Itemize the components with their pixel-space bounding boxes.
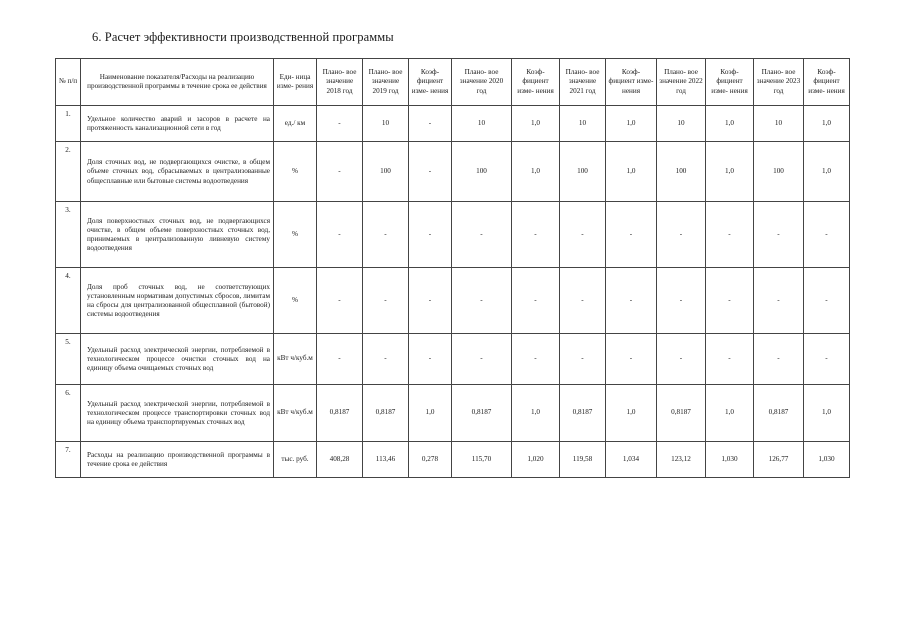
table-row bbox=[56, 334, 850, 385]
value-cell: 0,8187 bbox=[452, 385, 512, 442]
value-cell: 10 bbox=[754, 106, 804, 142]
column-header: Еди- ница изме- рения bbox=[274, 59, 317, 106]
value-cell: - bbox=[754, 334, 804, 385]
indicator-name: Удельный расход электрической энергии, потребляемой в технологическом процессе транспортировки сточных вод на единицу объема транспортируемых сточных вод bbox=[81, 385, 274, 442]
value-cell: 100 bbox=[452, 142, 512, 202]
value-cell: 10 bbox=[560, 106, 606, 142]
value-cell: 1,0 bbox=[706, 385, 754, 442]
value-cell: - bbox=[512, 334, 560, 385]
row-number: 4. bbox=[56, 268, 81, 334]
indicator-name: Расходы на реализацию производственной программы в течение срока ее действия bbox=[81, 442, 274, 478]
value-cell: - bbox=[363, 268, 409, 334]
indicator-name: Доля поверхностных сточных вод, не подвергающихся очистке, в общем объеме поверхностных сточных вод, принимаемых в централизованную ливневую систему водоотведения bbox=[81, 202, 274, 268]
value-cell: 10 bbox=[657, 106, 706, 142]
table-row bbox=[56, 202, 850, 268]
value-cell: - bbox=[409, 202, 452, 268]
value-cell: - bbox=[706, 202, 754, 268]
table-row bbox=[56, 442, 850, 478]
column-header: Плано- вое значение 2018 год bbox=[317, 59, 363, 106]
value-cell: - bbox=[409, 106, 452, 142]
efficiency-table bbox=[55, 58, 850, 478]
value-cell: 1,0 bbox=[606, 106, 657, 142]
unit-cell: % bbox=[274, 268, 317, 334]
row-number: 2. bbox=[56, 142, 81, 202]
column-header: Наименование показателя/Расходы на реализацию производственной программы в течение срока ее действия bbox=[81, 59, 274, 106]
value-cell: - bbox=[606, 334, 657, 385]
value-cell: - bbox=[804, 334, 850, 385]
value-cell: - bbox=[409, 334, 452, 385]
value-cell: - bbox=[560, 334, 606, 385]
value-cell: 1,0 bbox=[409, 385, 452, 442]
column-header: Коэф- фициент изме- нения bbox=[606, 59, 657, 106]
value-cell: - bbox=[657, 268, 706, 334]
table-body bbox=[56, 106, 850, 478]
value-cell: - bbox=[409, 142, 452, 202]
value-cell: 0,8187 bbox=[657, 385, 706, 442]
value-cell: 100 bbox=[754, 142, 804, 202]
value-cell: - bbox=[317, 268, 363, 334]
row-number: 1. bbox=[56, 106, 81, 142]
value-cell: 123,12 bbox=[657, 442, 706, 478]
column-header: Плано- вое значение 2023 год bbox=[754, 59, 804, 106]
value-cell: - bbox=[804, 202, 850, 268]
value-cell: - bbox=[363, 202, 409, 268]
value-cell: 1,030 bbox=[706, 442, 754, 478]
value-cell: 0,8187 bbox=[754, 385, 804, 442]
column-header: Коэф- фициент изме- нения bbox=[409, 59, 452, 106]
value-cell: - bbox=[452, 202, 512, 268]
value-cell: 1,0 bbox=[804, 385, 850, 442]
unit-cell: тыс. руб. bbox=[274, 442, 317, 478]
column-header: Плано- вое значение 2021 год bbox=[560, 59, 606, 106]
indicator-name: Удельный расход электрической энергии, потребляемой в технологическом процессе очистки сточных вод на единицу объема очищаемых сточных вод bbox=[81, 334, 274, 385]
value-cell: 100 bbox=[657, 142, 706, 202]
table-row bbox=[56, 268, 850, 334]
indicator-name: Удельное количество аварий и засоров в расчете на протяженность канализационной сети в год bbox=[81, 106, 274, 142]
value-cell: - bbox=[754, 268, 804, 334]
table-row bbox=[56, 106, 850, 142]
value-cell: - bbox=[657, 202, 706, 268]
value-cell: - bbox=[452, 334, 512, 385]
value-cell: 1,0 bbox=[512, 385, 560, 442]
value-cell: - bbox=[804, 268, 850, 334]
section-title: 6. Расчет эффективности производственной программы bbox=[92, 30, 394, 44]
unit-cell: % bbox=[274, 202, 317, 268]
value-cell: 0,8187 bbox=[560, 385, 606, 442]
value-cell: 0,8187 bbox=[363, 385, 409, 442]
value-cell: 115,70 bbox=[452, 442, 512, 478]
value-cell: 1,0 bbox=[804, 106, 850, 142]
column-header: Плано- вое значение 2019 год bbox=[363, 59, 409, 106]
value-cell: 0,8187 bbox=[317, 385, 363, 442]
value-cell: 1,030 bbox=[804, 442, 850, 478]
column-header: Коэф- фициент изме- нения bbox=[512, 59, 560, 106]
value-cell: 1,0 bbox=[804, 142, 850, 202]
value-cell: 10 bbox=[452, 106, 512, 142]
value-cell: - bbox=[706, 334, 754, 385]
indicator-name: Доля проб сточных вод, не соответствующих установленным нормативам допустимых сбросов, лимитам на сбросы для централизованной общесплавной (бытовой) системы водоотведения bbox=[81, 268, 274, 334]
value-cell: 1,034 bbox=[606, 442, 657, 478]
value-cell: - bbox=[452, 268, 512, 334]
value-cell: 113,46 bbox=[363, 442, 409, 478]
unit-cell: кВт ч/куб.м bbox=[274, 334, 317, 385]
value-cell: - bbox=[560, 202, 606, 268]
value-cell: - bbox=[363, 334, 409, 385]
value-cell: - bbox=[512, 202, 560, 268]
value-cell: 1,0 bbox=[606, 142, 657, 202]
value-cell: 100 bbox=[363, 142, 409, 202]
unit-cell: ед./ км bbox=[274, 106, 317, 142]
column-header: Коэф- фициент изме- нения bbox=[804, 59, 850, 106]
value-cell: 1,0 bbox=[512, 106, 560, 142]
unit-cell: кВт ч/куб.м bbox=[274, 385, 317, 442]
value-cell: - bbox=[706, 268, 754, 334]
value-cell: - bbox=[512, 268, 560, 334]
value-cell: - bbox=[317, 334, 363, 385]
value-cell: - bbox=[317, 142, 363, 202]
table-row bbox=[56, 385, 850, 442]
row-number: 5. bbox=[56, 334, 81, 385]
value-cell: - bbox=[409, 268, 452, 334]
value-cell: 119,58 bbox=[560, 442, 606, 478]
value-cell: 1,020 bbox=[512, 442, 560, 478]
row-number: 6. bbox=[56, 385, 81, 442]
column-header: Плано- вое значение 2022 год bbox=[657, 59, 706, 106]
value-cell: - bbox=[754, 202, 804, 268]
value-cell: - bbox=[606, 202, 657, 268]
unit-cell: % bbox=[274, 142, 317, 202]
value-cell: - bbox=[317, 106, 363, 142]
value-cell: 1,0 bbox=[606, 385, 657, 442]
indicator-name: Доля сточных вод, не подвергающихся очистке, в общем объеме сточных вод, сбрасываемых в централизованные общесплавные или бытовые системы водоотведения bbox=[81, 142, 274, 202]
value-cell: - bbox=[657, 334, 706, 385]
row-number: 7. bbox=[56, 442, 81, 478]
table-row bbox=[56, 142, 850, 202]
value-cell: 10 bbox=[363, 106, 409, 142]
value-cell: - bbox=[560, 268, 606, 334]
value-cell: - bbox=[317, 202, 363, 268]
value-cell: 1,0 bbox=[512, 142, 560, 202]
column-header: Плано- вое значение 2020 год bbox=[452, 59, 512, 106]
column-header: № п/п bbox=[56, 59, 81, 106]
value-cell: 1,0 bbox=[706, 106, 754, 142]
value-cell: 100 bbox=[560, 142, 606, 202]
value-cell: - bbox=[606, 268, 657, 334]
column-header: Коэф- фициент изме- нения bbox=[706, 59, 754, 106]
value-cell: 408,28 bbox=[317, 442, 363, 478]
row-number: 3. bbox=[56, 202, 81, 268]
table-header-row bbox=[56, 59, 850, 106]
value-cell: 126,77 bbox=[754, 442, 804, 478]
value-cell: 1,0 bbox=[706, 142, 754, 202]
value-cell: 0,278 bbox=[409, 442, 452, 478]
